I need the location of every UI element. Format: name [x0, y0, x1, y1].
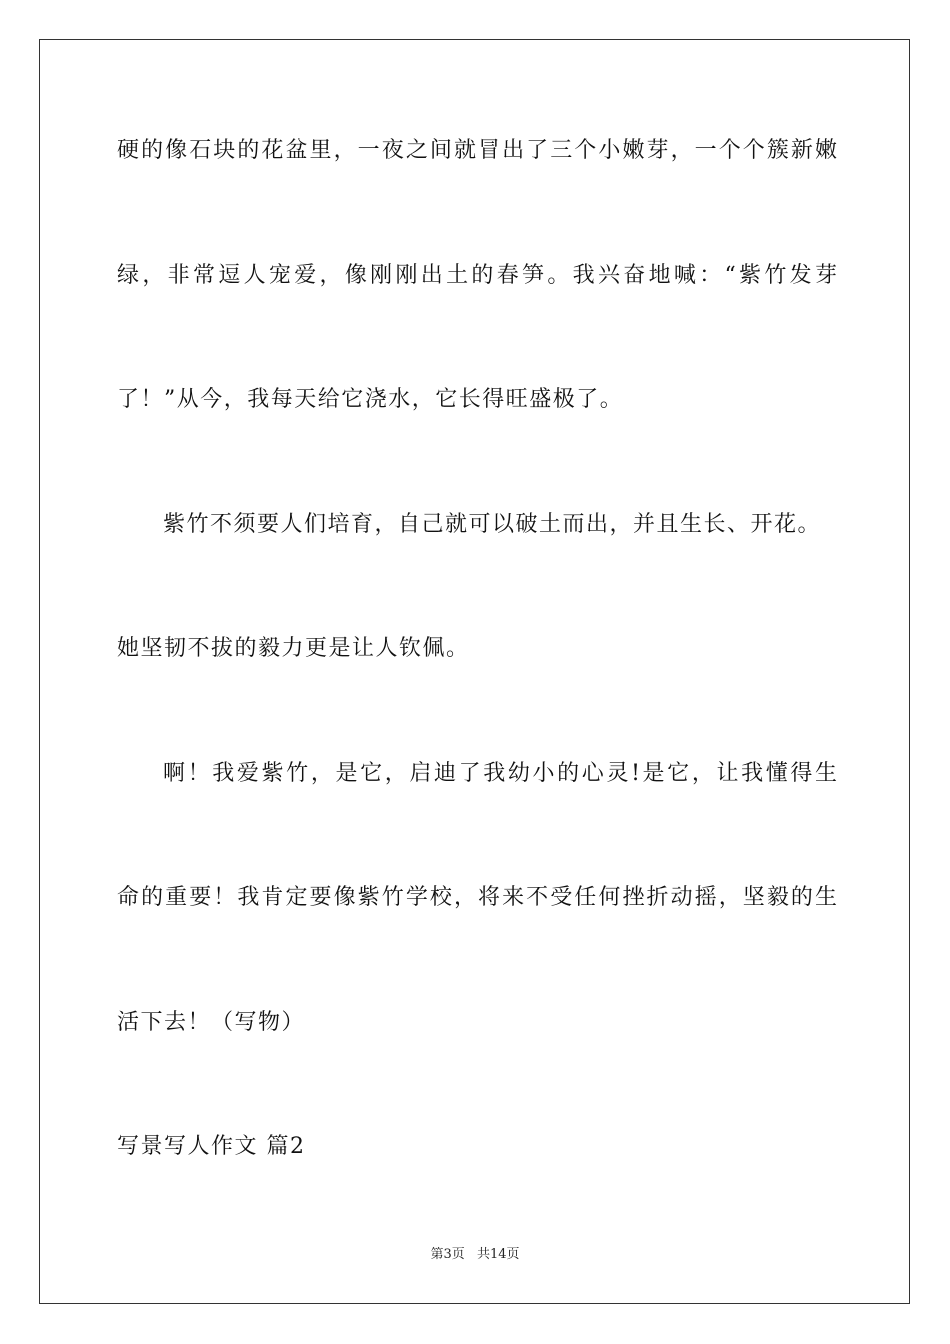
paragraph-line-1: 硬的像石块的花盆里，一夜之间就冒出了三个小嫩芽，一个个簇新嫩 — [117, 138, 837, 163]
section-heading: 写景写人作文 篇2 — [117, 1134, 306, 1159]
page-number: 第3页 — [430, 1247, 465, 1262]
paragraph-line-6: 啊！我爱紫竹，是它，启迪了我幼小的心灵!是它，让我懂得生 — [163, 761, 837, 786]
paragraph-line-4: 紫竹不须要人们培育，自己就可以破土而出，并且生长、开花。 — [163, 512, 822, 537]
page-total: 共14页 — [476, 1247, 520, 1262]
page-frame — [39, 39, 910, 1304]
page-footer — [0, 1246, 950, 1264]
paragraph-line-5: 她坚韧不拔的毅力更是让人钦佩。 — [117, 636, 470, 661]
paragraph-line-3: 了！”从今，我每天给它浇水，它长得旺盛极了。 — [117, 387, 624, 412]
paragraph-line-2: 绿，非常逗人宠爱，像刚刚出土的春笋。我兴奋地喊：“紫竹发芽 — [117, 263, 837, 288]
paragraph-line-7: 命的重要！我肯定要像紫竹学校，将来不受任何挫折动摇，坚毅的生 — [117, 885, 837, 910]
paragraph-line-8: 活下去！（写物） — [117, 1010, 306, 1035]
